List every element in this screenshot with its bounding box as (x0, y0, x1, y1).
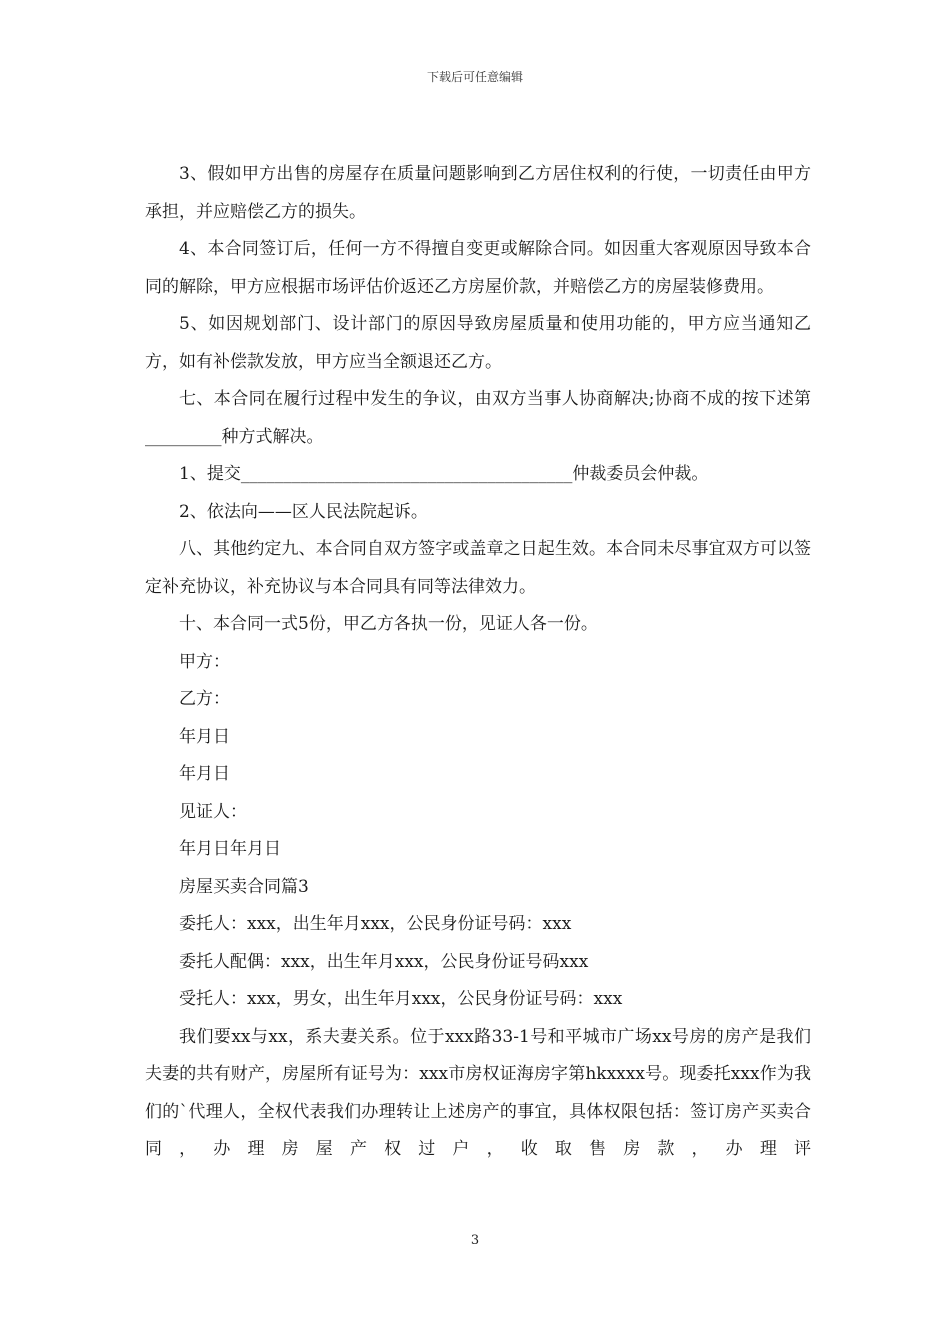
witness-label: 见证人： (179, 801, 247, 822)
agent-info: 受托人：xxx，男女，出生年月xxx，公民身份证号码：xxx (179, 989, 623, 1009)
paragraph-clause-3: 3、假如甲方出售的房屋存在质量问题影响到乙方居住权利的行使，一切责任由甲方承担，并应赔偿乙方的损失。 (145, 164, 811, 222)
paragraph-arbitration: 1、提交_______________________________________仲裁委员会仲裁。 (179, 464, 709, 484)
document-body (145, 156, 811, 1169)
principal-spouse-info: 委托人配偶：xxx，出生年月xxx，公民身份证号码xxx (179, 951, 589, 972)
date-line-1: 年月日 (179, 726, 230, 747)
paragraph-clause-5: 5、如因规划部门、设计部门的原因导致房屋质量和使用功能的，甲方应当通知乙方，如有补偿款发放，甲方应当全额退还乙方。 (145, 314, 811, 372)
date-line-3: 年月日年月日 (179, 839, 281, 859)
paragraph-court: 2、依法向——区人民法院起诉。 (179, 501, 428, 522)
page-header: 下载后可任意编辑 (426, 70, 523, 84)
principal-info: 委托人：xxx，出生年月xxx，公民身份证号码：xxx (179, 914, 572, 934)
paragraph-clause-4: 4、本合同签订后，任何一方不得擅自变更或解除合同。如因重大客观原因导致本合同的解除，甲方应根据市场评估价返还乙方房屋价款，并赔偿乙方的房屋装修费用。 (145, 239, 811, 297)
paragraph-dispute: 七、本合同在履行过程中发生的争议，由双方当事人协商解决;协商不成的按下述第_________种方式解决。 (145, 389, 811, 447)
paragraph-copies: 十、本合同一式5份，甲乙方各执一份，见证人各一份。 (179, 614, 598, 634)
party-b-label: 乙方： (179, 689, 230, 709)
party-a-label: 甲方： (179, 651, 230, 672)
paragraph-authorization: 我们要xx与xx，系夫妻关系。位于xxx路33-1号和平城市广场xx号房的房产是我们夫妻的共有财产，房屋所有证号为：xxx市房权证海房字第hkxxxx号。现委托xxx作为我们的`代理人，全权代表我们办理转让上述房产的事宜，具体权限包括：签订房产买卖合同，办理房屋产权过户，收取售房款，办理评 (145, 1026, 811, 1159)
date-line-2: 年月日 (179, 764, 230, 784)
section-title: 房屋买卖合同篇3 (179, 876, 309, 897)
page-number: 3 (470, 1233, 480, 1248)
paragraph-other-terms: 八、其他约定九、本合同自双方签字或盖章之日起生效。本合同未尽事宜双方可以签定补充协议，补充协议与本合同具有同等法律效力。 (145, 539, 811, 597)
